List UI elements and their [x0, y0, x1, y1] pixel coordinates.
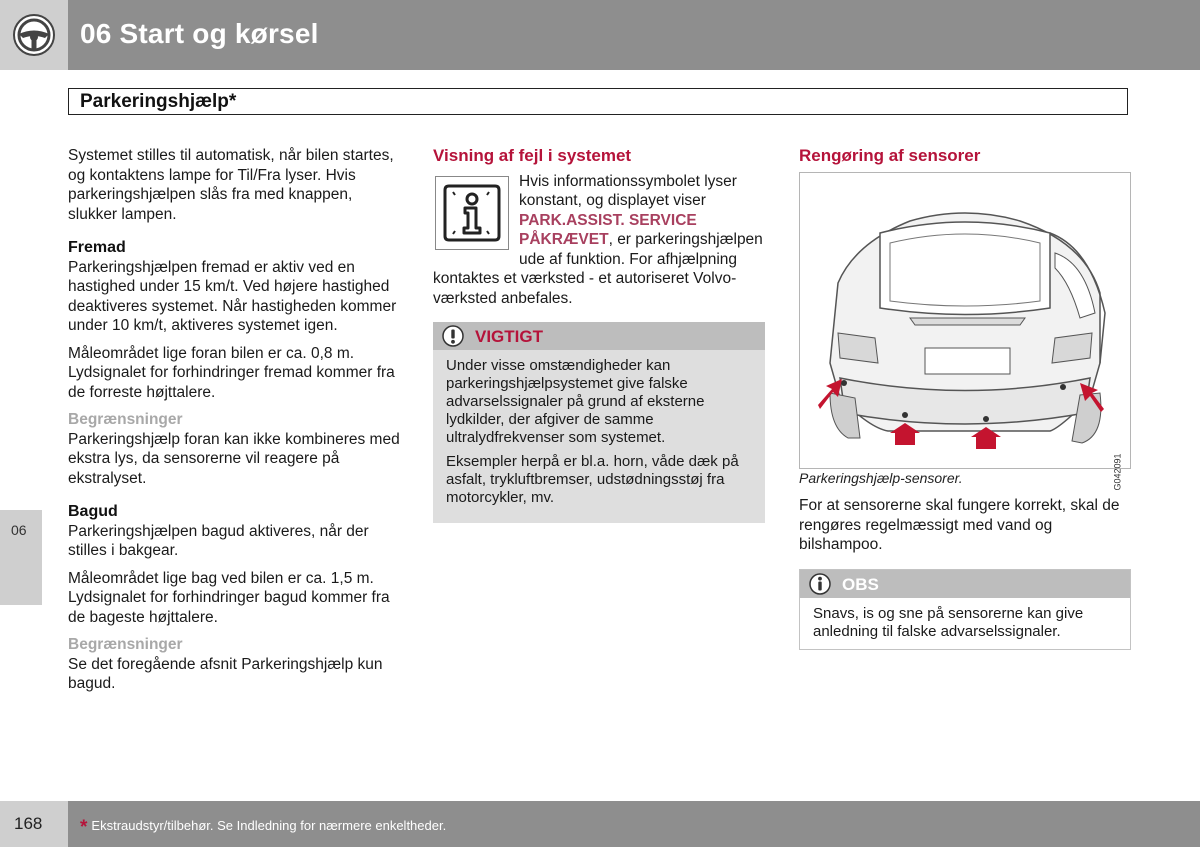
- warning-paragraph-1: Under visse omstændigheder kan parkeringshjælpsystemet give falske advarselssignaler på grund af eksterne lydkilder, der afgiver de samme ultralydfrekvenser som systemet.: [446, 357, 705, 446]
- rear-paragraph-1: Parkeringshjælpen bagud aktiveres, når der stilles i bakgear.: [68, 522, 369, 559]
- chapter-side-tab-label: 06: [11, 522, 27, 538]
- car-rear-sensors-illustration: [800, 173, 1130, 468]
- info-circle-icon: [809, 573, 831, 595]
- column-middle: [433, 146, 765, 523]
- note-box: [799, 569, 1131, 650]
- cleaning-text: For at sensorerne skal fungere korrekt, skal de rengøres regelmæssigt med vand og bilshampoo.: [799, 497, 1120, 553]
- information-symbol-icon: [435, 176, 509, 250]
- steering-wheel-icon: [12, 13, 56, 57]
- front-paragraph-1: Parkeringshjælpen fremad er aktiv ved en hastighed under 15 km/t. Ved højere hastighed deaktiveres systemet. Når hastigheden kommer under 10 km/t, aktiveres systemet igen.: [68, 258, 397, 334]
- note-text: Snavs, is og sne på sensorerne kan give anledning til falske advarselssignaler.: [813, 604, 1084, 640]
- front-paragraph-2: Måleområdet lige foran bilen er ca. 0,8 m. Lydsignalet for forhindringer fremad kommer fra de forreste højttalere.: [68, 344, 395, 401]
- front-limits-heading: Begrænsninger: [68, 411, 183, 428]
- note-header: [800, 570, 1130, 598]
- front-limits-text: Parkeringshjælp foran kan ikke kombineres med ekstra lys, da sensorerne vil reagere på ekstralyset.: [68, 430, 400, 487]
- intro-paragraph: Systemet stilles til automatisk, når bilen startes, og kontaktens lampe for Til/Fra lyser. Hvis parkeringshjælpen slås fra med knappen, slukker lampen.: [68, 147, 394, 223]
- fault-display-text: Hvis informationssymbolet lyser konstant, og displayet viser PARK.ASSIST. SERVICE PÅKRÆVET, er parkeringshjælpen ude af funktion. For afhjælpning kontaktes et værksted - et autoriseret Volvo-værksted anbefales.: [433, 172, 763, 307]
- figure-caption: Parkeringshjælp-sensorer.: [799, 469, 963, 486]
- rear-limits-text: Se det foregående afsnit Parkeringshjælp kun bagud.: [68, 655, 383, 692]
- column-left: [68, 146, 401, 702]
- section-title: Parkeringshjælp*: [80, 91, 237, 112]
- column-right: [799, 146, 1131, 650]
- cleaning-heading: Rengøring af sensorer: [799, 146, 981, 165]
- important-warning-box: [433, 322, 765, 523]
- front-heading: Fremad: [68, 239, 126, 256]
- rear-limits-heading: Begrænsninger: [68, 636, 183, 653]
- service-message: PARK.ASSIST. SERVICE PÅKRÆVET: [519, 211, 697, 248]
- note-label: OBS: [842, 574, 879, 594]
- footnote-star: *: [80, 817, 88, 838]
- rear-paragraph-2: Måleområdet lige bag ved bilen er ca. 1,5 m. Lydsignalet for forhindringer bagud kommer fra de bageste højttalere.: [68, 569, 390, 626]
- warning-header: [433, 322, 765, 350]
- fault-display-block: [433, 172, 765, 309]
- warning-paragraph-2: Eksempler herpå er bl.a. horn, våde dæk på asfalt, trykluftbremser, udstødningsstøj fra motorcykler, mv.: [446, 453, 739, 506]
- chapter-title: 06 Start og kørsel: [80, 18, 319, 49]
- figure-code: G042091: [1112, 453, 1123, 491]
- page-number: 168: [14, 814, 43, 833]
- footnote: [80, 817, 446, 839]
- fault-display-heading: Visning af fejl i systemet: [433, 146, 632, 165]
- rear-heading: Bagud: [68, 503, 118, 520]
- exclamation-icon: [442, 325, 464, 347]
- warning-label: VIGTIGT: [475, 327, 543, 346]
- footnote-text: Ekstraudstyr/tilbehør. Se Indledning for nærmere enkeltheder.: [91, 818, 447, 833]
- warning-body: [433, 350, 765, 507]
